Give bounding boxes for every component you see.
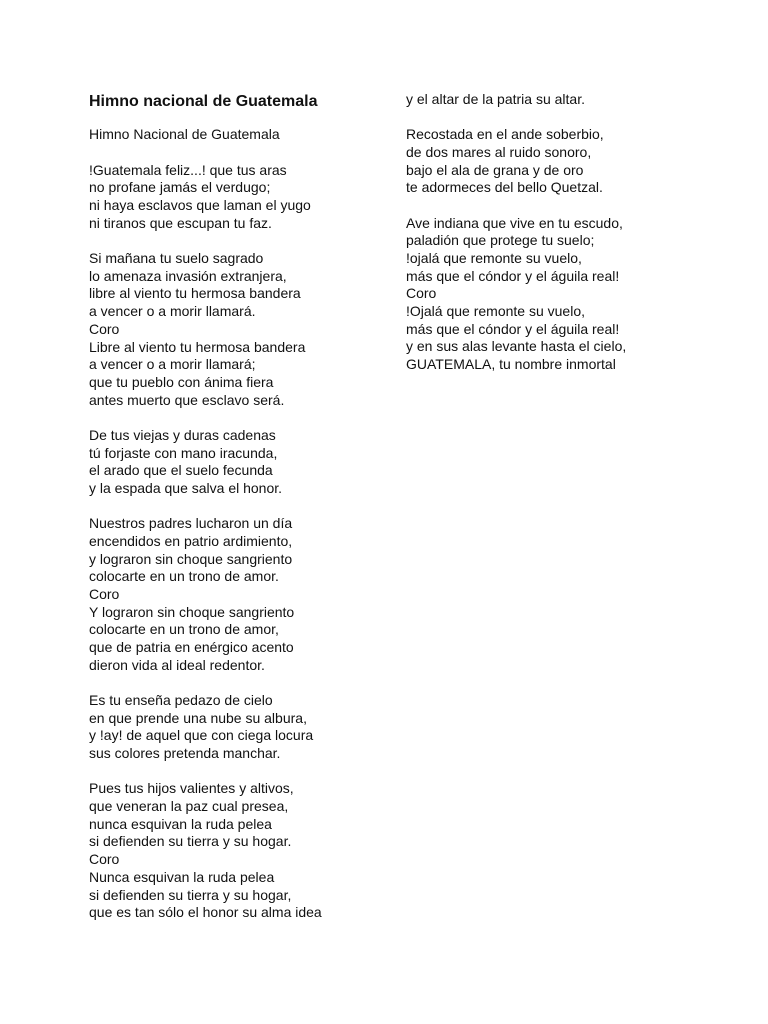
verse-line: si defienden su tierra y su hogar. [89, 833, 292, 850]
verse-line: si defienden su tierra y su hogar, [89, 886, 292, 903]
stanza [89, 427, 389, 498]
verse-line: te adormeces del bello Quetzal. [406, 179, 603, 196]
verse-line: y !ay! de aquel que con ciega locura [89, 727, 314, 744]
stanza [406, 91, 706, 109]
verse-line: a vencer o a morir llamará. [89, 303, 256, 320]
page-title: Himno nacional de Guatemala [89, 93, 318, 110]
verse-line: no profane jamás el verdugo; [89, 179, 271, 196]
verse-line: Pues tus hijos valientes y altivos, [89, 780, 294, 797]
verse-line: Coro [89, 320, 120, 337]
verse-line: que es tan sólo el honor su alma idea [89, 904, 322, 921]
verse-line: más que el cóndor y el águila real! [406, 320, 620, 337]
verse-line: bajo el ala de grana y de oro [406, 161, 584, 178]
verse-line: Es tu enseña pedazo de cielo [89, 691, 273, 708]
verse-line: Nuestros padres lucharon un día [89, 515, 293, 532]
stanza [89, 780, 389, 922]
verse-line: colocarte en un trono de amor, [89, 621, 279, 638]
verse-line: !Ojalá que remonte su vuelo, [406, 303, 585, 320]
stanza [406, 126, 706, 197]
verse-line: Nunca esquivan la ruda pelea [89, 868, 275, 885]
right-stanzas [406, 91, 706, 374]
left-stanzas [89, 162, 389, 922]
verse-line: ni tiranos que escupan tu faz. [89, 214, 272, 231]
stanza [89, 250, 389, 409]
verse-line: encendidos en patrio ardimiento, [89, 532, 293, 549]
verse-line: colocarte en un trono de amor. [89, 568, 279, 585]
verse-line: GUATEMALA, tu nombre inmortal [406, 356, 616, 373]
verse-line: Y lograron sin choque sangriento [89, 603, 295, 620]
verse-line: y lograron sin choque sangriento [89, 550, 293, 567]
verse-line: libre al viento tu hermosa bandera [89, 285, 301, 302]
verse-line: y en sus alas levante hasta el cielo, [406, 338, 627, 355]
left-column [89, 90, 389, 939]
verse-line: sus colores pretenda manchar. [89, 745, 281, 762]
stanza [89, 162, 389, 233]
verse-line: antes muerto que esclavo será. [89, 391, 285, 408]
verse-line: de dos mares al ruido sonoro, [406, 143, 592, 160]
verse-line: De tus viejas y duras cadenas [89, 426, 276, 443]
verse-line: Libre al viento tu hermosa bandera [89, 338, 306, 355]
verse-line: ni haya esclavos que laman el yugo [89, 197, 311, 214]
verse-line: nunca esquivan la ruda pelea [89, 815, 272, 832]
verse-line: Si mañana tu suelo sagrado [89, 250, 264, 267]
verse-line: tú forjaste con mano iracunda, [89, 444, 278, 461]
verse-line: que de patria en enérgico acento [89, 639, 294, 656]
verse-line: más que el cóndor y el águila real! [406, 267, 620, 284]
verse-line: y el altar de la patria su altar. [406, 91, 585, 107]
subtitle: Himno Nacional de Guatemala [89, 126, 280, 142]
verse-line: Coro [406, 285, 437, 302]
verse-line: que tu pueblo con ánima fiera [89, 373, 274, 390]
verse-line: y la espada que salva el honor. [89, 479, 283, 496]
verse-line: Coro [89, 585, 120, 602]
verse-line: el arado que el suelo fecunda [89, 462, 273, 479]
stanza [89, 692, 389, 763]
verse-line: a vencer o a morir llamará; [89, 356, 256, 373]
verse-line: !ojalá que remonte su vuelo, [406, 249, 582, 266]
right-column [406, 91, 706, 391]
verse-line: que veneran la paz cual presea, [89, 798, 289, 814]
verse-line: en que prende una nube su albura, [89, 709, 307, 726]
stanza [406, 215, 706, 374]
verse-line: Coro [89, 851, 120, 868]
verse-line: dieron vida al ideal redentor. [89, 656, 265, 673]
verse-line: Ave indiana que vive en tu escudo, [406, 214, 623, 231]
verse-line: Recostada en el ande soberbio, [406, 126, 604, 143]
verse-line: lo amenaza invasión extranjera, [89, 267, 287, 284]
verse-line: paladión que protege tu suelo; [406, 232, 595, 249]
verse-line: !Guatemala feliz...! que tus aras [89, 161, 287, 178]
stanza [89, 515, 389, 674]
